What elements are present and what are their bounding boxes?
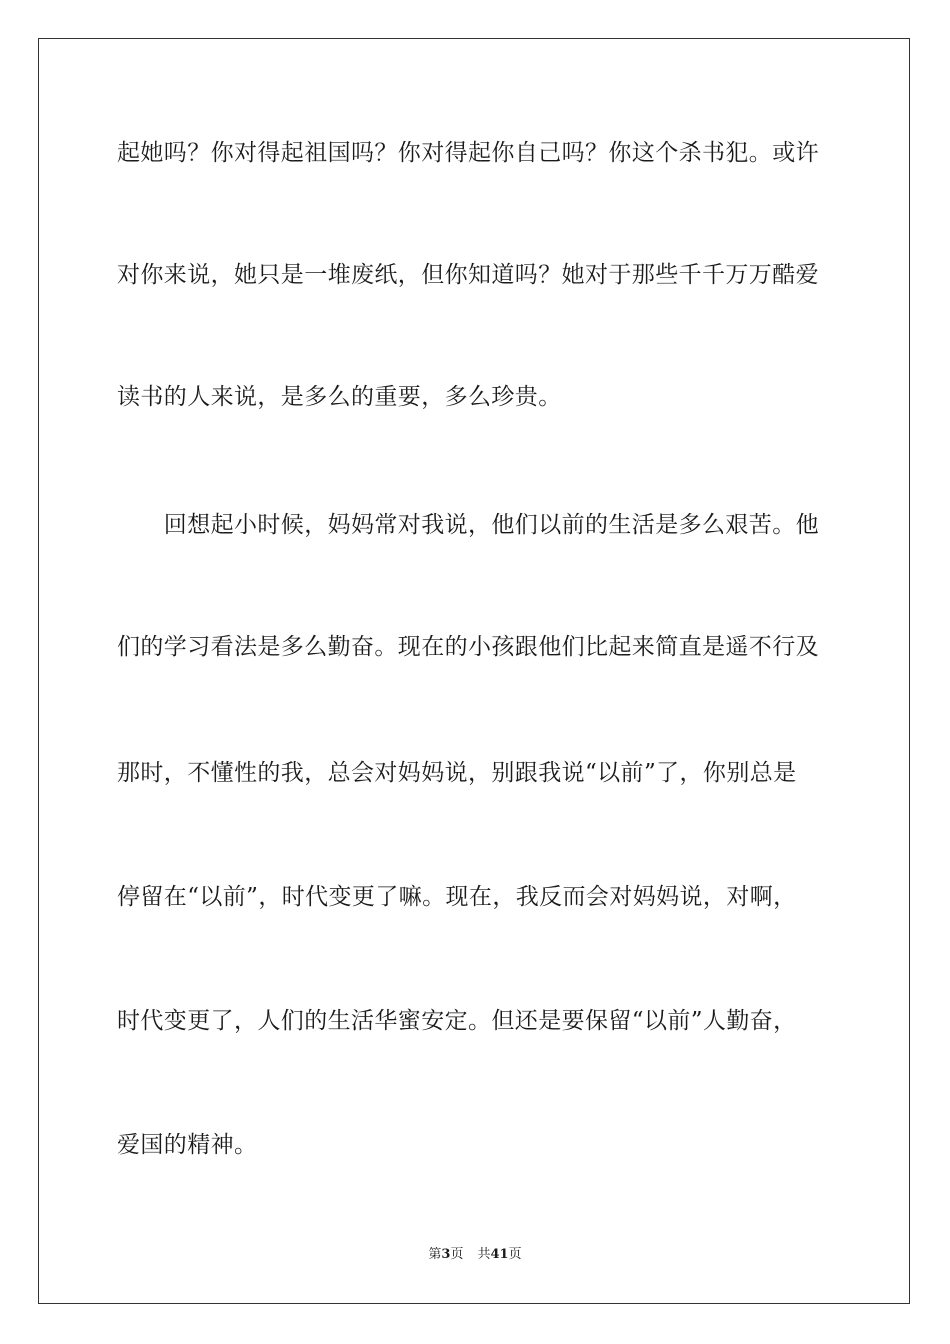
total-suffix: 页 xyxy=(508,1247,522,1262)
text-line-4: 回想起小时候，妈妈常对我说，他们以前的生活是多么艰苦。他 xyxy=(117,512,819,538)
text-line-5: 们的学习看法是多么勤奋。现在的小孩跟他们比起来简直是遥不行及 xyxy=(117,634,819,660)
page-number: 3 xyxy=(441,1247,451,1262)
page-border xyxy=(38,38,910,1304)
total-prefix: 共 xyxy=(477,1247,491,1262)
page-footer xyxy=(0,1246,950,1264)
page-prefix: 第 xyxy=(428,1247,442,1262)
page-suffix: 页 xyxy=(450,1247,464,1262)
text-line-9: 爱国的精神。 xyxy=(117,1132,258,1158)
text-line-1: 起她吗？你对得起祖国吗？你对得起你自己吗？你这个杀书犯。或许 xyxy=(117,140,819,166)
text-line-2: 对你来说，她只是一堆废纸，但你知道吗？她对于那些千千万万酷爱 xyxy=(117,262,819,288)
text-line-6: 那时，不懂性的我，总会对妈妈说，别跟我说“以前”了，你别总是 xyxy=(117,760,797,786)
total-pages: 41 xyxy=(490,1247,509,1262)
text-line-3: 读书的人来说，是多么的重要，多么珍贵。 xyxy=(117,384,562,410)
text-line-8: 时代变更了，人们的生活华蜜安定。但还是要保留“以前”人勤奋， xyxy=(117,1008,797,1034)
text-line-7: 停留在“以前”，时代变更了嘛。现在，我反而会对妈妈说，对啊， xyxy=(117,884,797,910)
